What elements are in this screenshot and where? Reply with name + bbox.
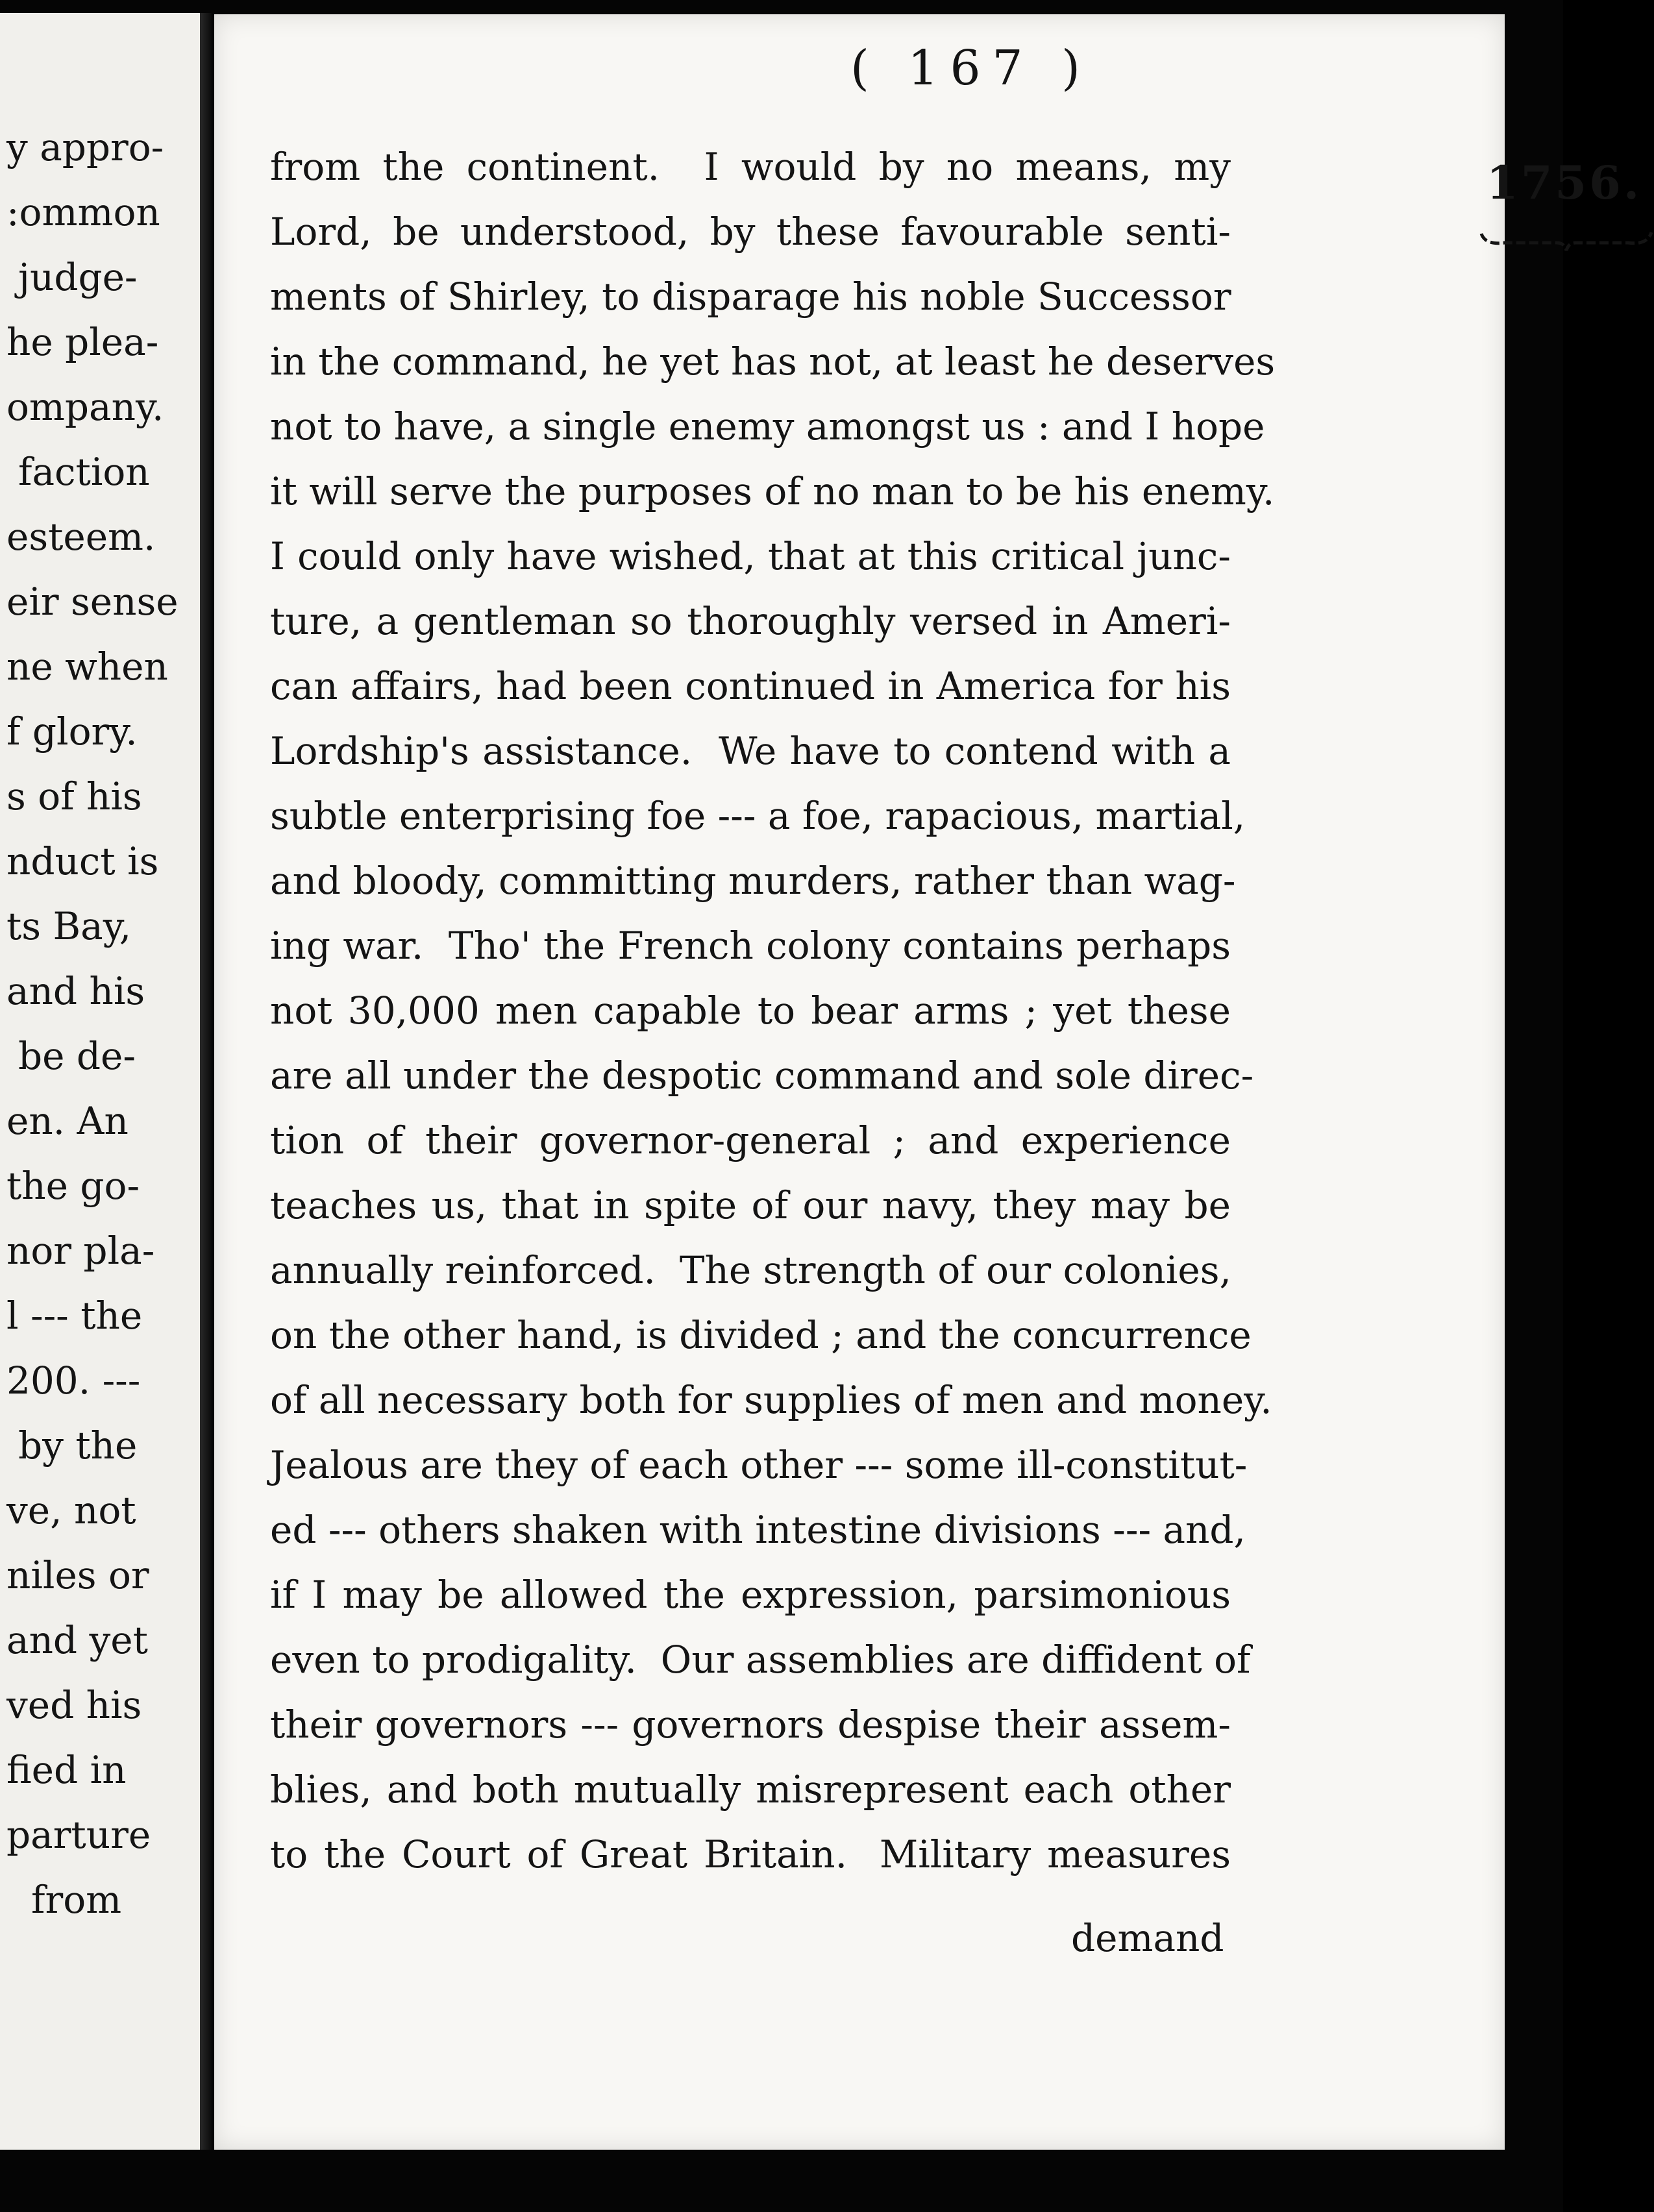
facing-page-line: esteem.: [6, 515, 156, 559]
body-line: Lord, be understood, by these favourable senti-: [270, 210, 1231, 254]
facing-page-line: nduct is: [6, 839, 159, 883]
body-line: Jealous are they of each other --- some ill-constitut-: [270, 1443, 1248, 1487]
facing-page-line: s of his: [6, 774, 142, 818]
facing-page-line: judge-: [18, 255, 138, 299]
facing-page-line: faction: [18, 450, 150, 494]
facing-page-line: ved his: [6, 1683, 142, 1727]
body-line: can affairs, had been continued in America for his: [270, 664, 1231, 708]
body-line: annually reinforced. The strength of our colonies,: [270, 1248, 1231, 1292]
facing-page-line: ne when: [6, 645, 168, 689]
body-line: blies, and both mutually misrepresent each other: [270, 1767, 1231, 1812]
body-line: ture, a gentleman so thoroughly versed in Ameri-: [270, 599, 1231, 643]
book-gutter: [200, 13, 212, 2155]
facing-page-line: nor pla-: [6, 1229, 155, 1273]
body-line: if I may be allowed the expression, parsimonious: [270, 1573, 1231, 1617]
facing-page-line: eir sense: [6, 580, 179, 624]
facing-page-line: ts Bay,: [6, 904, 132, 948]
facing-page-line: and yet: [6, 1618, 148, 1662]
body-line: not 30,000 men capable to bear arms ; yet these: [270, 989, 1231, 1033]
facing-page-line: y appro-: [6, 125, 164, 169]
facing-page-fragment: [0, 13, 200, 2155]
facing-page-line: from: [31, 1878, 122, 1922]
facing-page-line: f glory.: [6, 709, 138, 754]
body-line: ing war. Tho' the French colony contains perhaps: [270, 924, 1231, 968]
facing-page-line: 200. ---: [6, 1358, 141, 1403]
page-number: ( 167 ): [850, 40, 1092, 96]
facing-page-line: niles or: [6, 1553, 149, 1597]
body-line: are all under the despotic command and sole direc-: [270, 1053, 1254, 1098]
facing-page-line: he plea-: [6, 320, 159, 364]
body-line: not to have, a single enemy amongst us : and I hope: [270, 404, 1265, 449]
catchword: demand: [1071, 1916, 1224, 1960]
body-line: from the continent. I would by no means, my: [270, 145, 1231, 189]
body-line: and bloody, committing murders, rather than wag-: [270, 859, 1236, 903]
body-line: on the other hand, is divided ; and the concurrence: [270, 1313, 1252, 1357]
body-line: of all necessary both for supplies of men and money.: [270, 1378, 1272, 1422]
facing-page-line: l --- the: [6, 1294, 143, 1338]
body-line: tion of their governor-general ; and experience: [270, 1118, 1231, 1162]
facing-page-line: en. An: [6, 1099, 129, 1143]
body-line: I could only have wished, that at this critical junc-: [270, 534, 1231, 578]
body-line: subtle enterprising foe --- a foe, rapacious, martial,: [270, 794, 1246, 838]
body-line: ed --- others shaken with intestine divisions --- and,: [270, 1508, 1246, 1552]
facing-page-line: the go-: [6, 1164, 140, 1208]
facing-page-line: by the: [18, 1423, 138, 1468]
facing-page-line: parture: [6, 1813, 151, 1857]
scan-bottom-edge: [0, 2150, 1563, 2212]
facing-page-line: fied in: [6, 1748, 127, 1792]
facing-page-line: ve, not: [6, 1488, 136, 1532]
margin-year-note: 1756.: [1487, 156, 1642, 210]
facing-page-line: :ommon: [6, 190, 160, 234]
facing-page-line: be de-: [18, 1034, 136, 1078]
body-line: in the command, he yet has not, at least he deserves: [270, 339, 1276, 384]
body-line: Lordship's assistance. We have to contend with a: [270, 729, 1231, 773]
facing-page-line: and his: [6, 969, 145, 1013]
facing-page-line: ompany.: [6, 385, 164, 429]
brace-ornament-icon: [1479, 228, 1654, 254]
body-line: teaches us, that in spite of our navy, they may be: [270, 1183, 1231, 1227]
body-line: ments of Shirley, to disparage his noble Successor: [270, 275, 1231, 319]
body-line: to the Court of Great Britain. Military measures: [270, 1832, 1231, 1876]
body-line: it will serve the purposes of no man to be his enemy.: [270, 469, 1275, 513]
body-line: even to prodigality. Our assemblies are diffident of: [270, 1638, 1251, 1682]
body-line: their governors --- governors despise their assem-: [270, 1702, 1231, 1747]
